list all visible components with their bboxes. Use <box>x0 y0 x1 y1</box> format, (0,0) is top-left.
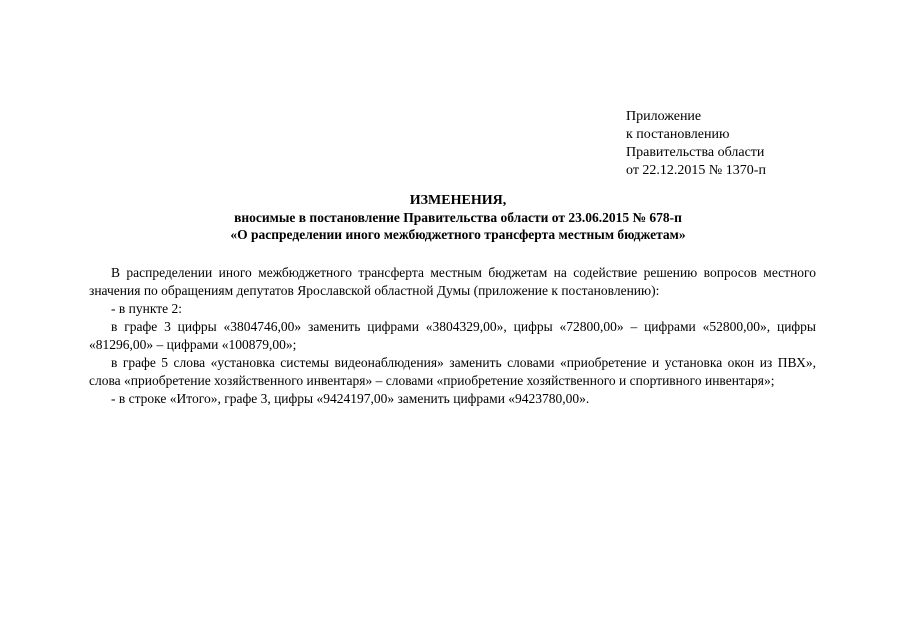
appendix-line-2: к постановлению <box>626 127 730 142</box>
paragraph-5: - в строке «Итого», графе 3, цифры «9424197,00» заменить цифрами «9423780,00». <box>111 391 590 406</box>
document-body <box>89 264 816 408</box>
paragraph-1: В распределении иного межбюджетного трансферта местным бюджетам на содействие решению вопросов местного значения по обращениям депутатов Ярославской областной Думы (приложение к постановлению): <box>89 265 816 298</box>
document-heading <box>88 192 828 243</box>
paragraph-3: в графе 3 цифры «3804746,00» заменить цифрами «3804329,00», цифры «72800,00» – цифрами «52800,00», цифры «81296,00» – цифрами «100879,00»; <box>89 319 816 352</box>
paragraph-4: в графе 5 слова «установка системы видеонаблюдения» заменить словами «приобретение и установка окон из ПВХ», слова «приобретение хозяйственного инвентаря» – словами «приобретение хозяйственного и спортивного инвентаря»; <box>89 355 816 388</box>
document-subtitle-2: «О распределении иного межбюджетного трансферта местным бюджетам» <box>230 227 686 242</box>
appendix-line-1: Приложение <box>626 109 702 124</box>
document-title: ИЗМЕНЕНИЯ, <box>409 193 507 208</box>
appendix-block <box>626 108 766 180</box>
paragraph-2: - в пункте 2: <box>111 301 182 316</box>
appendix-line-3: Правительства области <box>626 145 765 160</box>
appendix-line-4: от 22.12.2015 № 1370-п <box>626 163 766 178</box>
document-subtitle-1: вносимые в постановление Правительства области от 23.06.2015 № 678-п <box>234 210 682 225</box>
